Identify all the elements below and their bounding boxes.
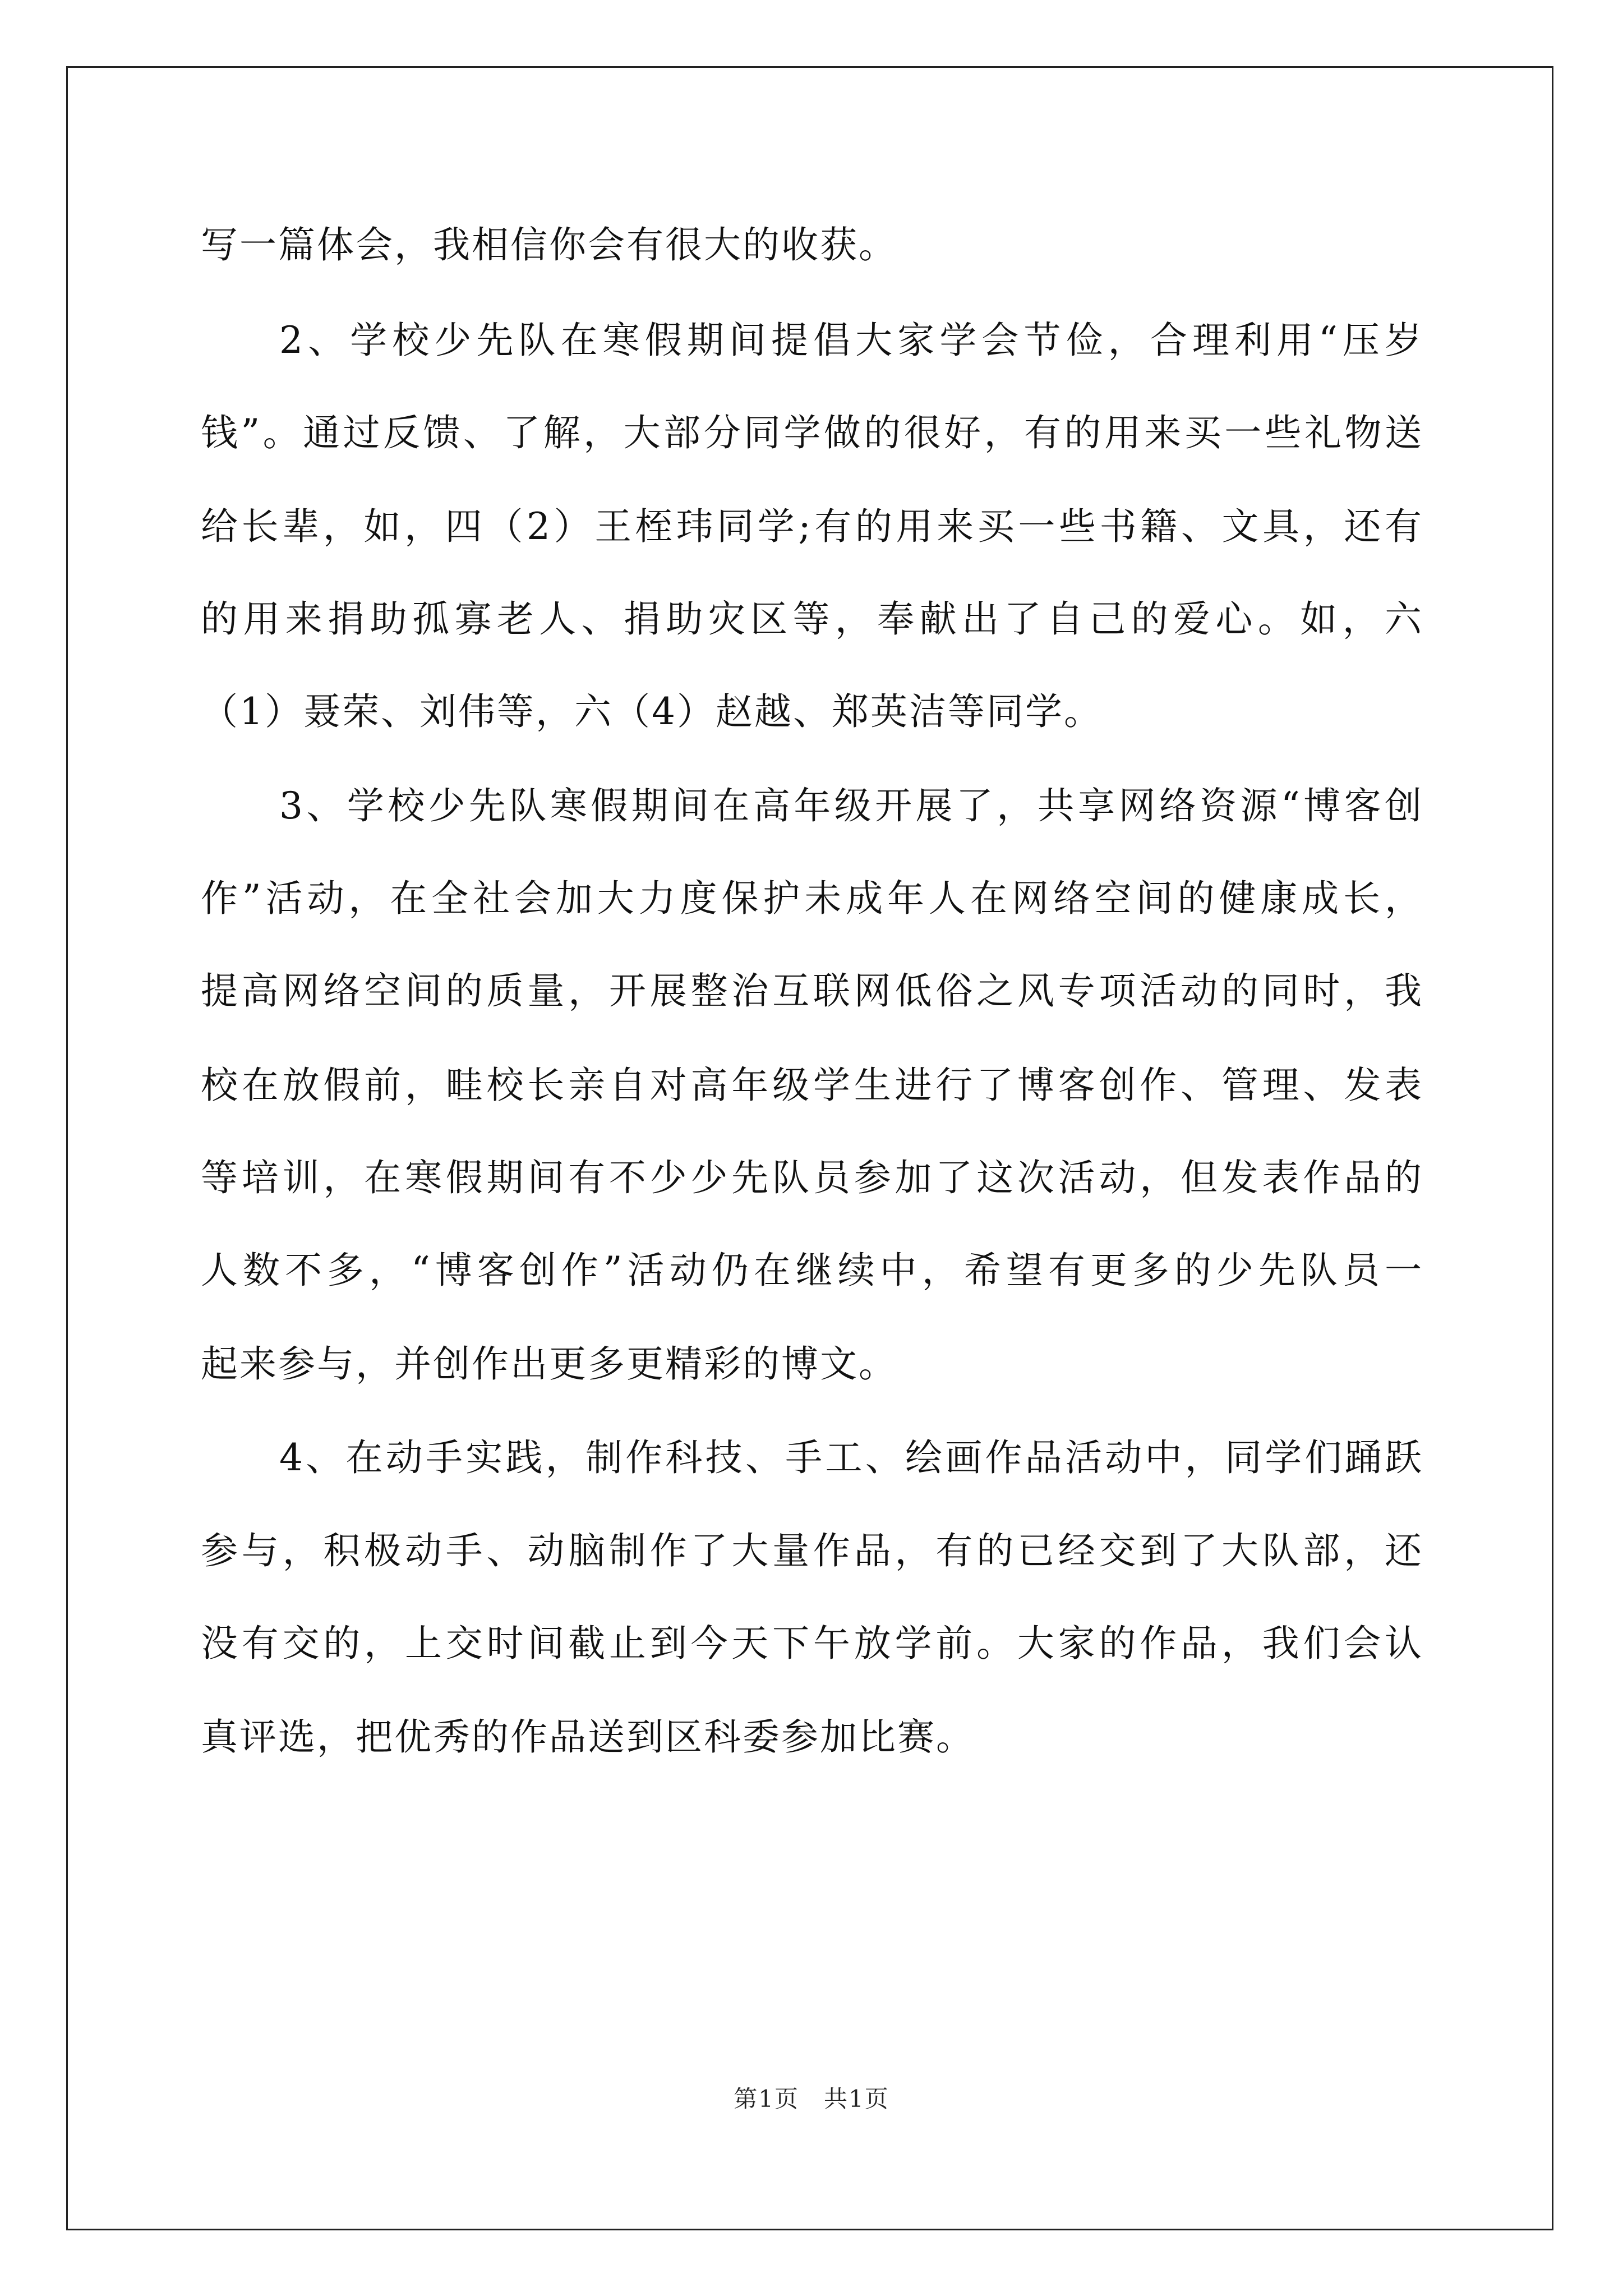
paragraph-4-line-3: 没有交的，上交时间截止到今天下午放学前。大家的作品，我们会认 [201,1622,1423,1665]
page-number-footer: 第1页 共1页 [734,2085,889,2113]
paragraph-2-line-1: 2、学校少先队在寒假期间提倡大家学会节俭，合理利用“压岁 [279,319,1423,362]
paragraph-3-line-1: 3、学校少先队寒假期间在高年级开展了，共享网络资源“博客创 [279,784,1423,827]
paragraph-3-line-7: 起来参与，并创作出更多更精彩的博文。 [201,1342,897,1386]
paragraph-4-line-2: 参与，积极动手、动脑制作了大量作品，有的已经交到了大队部，还 [201,1529,1423,1572]
paragraph-2-line-3: 给长辈，如，四（2）王桎玮同学;有的用来买一些书籍、文具，还有 [201,505,1423,548]
paragraph-3-line-4: 校在放假前，畦校长亲自对高年级学生进行了博客创作、管理、发表 [201,1064,1423,1107]
text-line: 写一篇体会，我相信你会有很大的收获。 [201,223,897,266]
paragraph-2-line-2: 钱”。通过反馈、了解，大部分同学做的很好，有的用来买一些礼物送 [201,411,1423,454]
paragraph-4-line-4: 真评选，把优秀的作品送到区科委参加比赛。 [201,1715,975,1759]
paragraph-2-line-4: 的用来捐助孤寡老人、捐助灾区等，奉献出了自己的爱心。如，六 [201,597,1423,641]
paragraph-3-line-2: 作”活动，在全社会加大力度保护未成年人在网络空间的健康成长， [201,877,1423,920]
paragraph-3-line-6: 人数不多，“博客创作”活动仍在继续中，希望有更多的少先队员一 [201,1249,1423,1292]
paragraph-4-line-1: 4、在动手实践，制作科技、手工、绘画作品活动中，同学们踊跃 [279,1436,1423,1479]
paragraph-3-line-5: 等培训，在寒假期间有不少少先队员参加了这次活动，但发表作品的 [201,1156,1423,1199]
paragraph-3-line-3: 提高网络空间的质量，开展整治互联网低俗之风专项活动的同时，我 [201,969,1423,1013]
paragraph-2-line-5: （1）聂荣、刘伟等，六（4）赵越、郑英洁等同学。 [201,690,1103,733]
